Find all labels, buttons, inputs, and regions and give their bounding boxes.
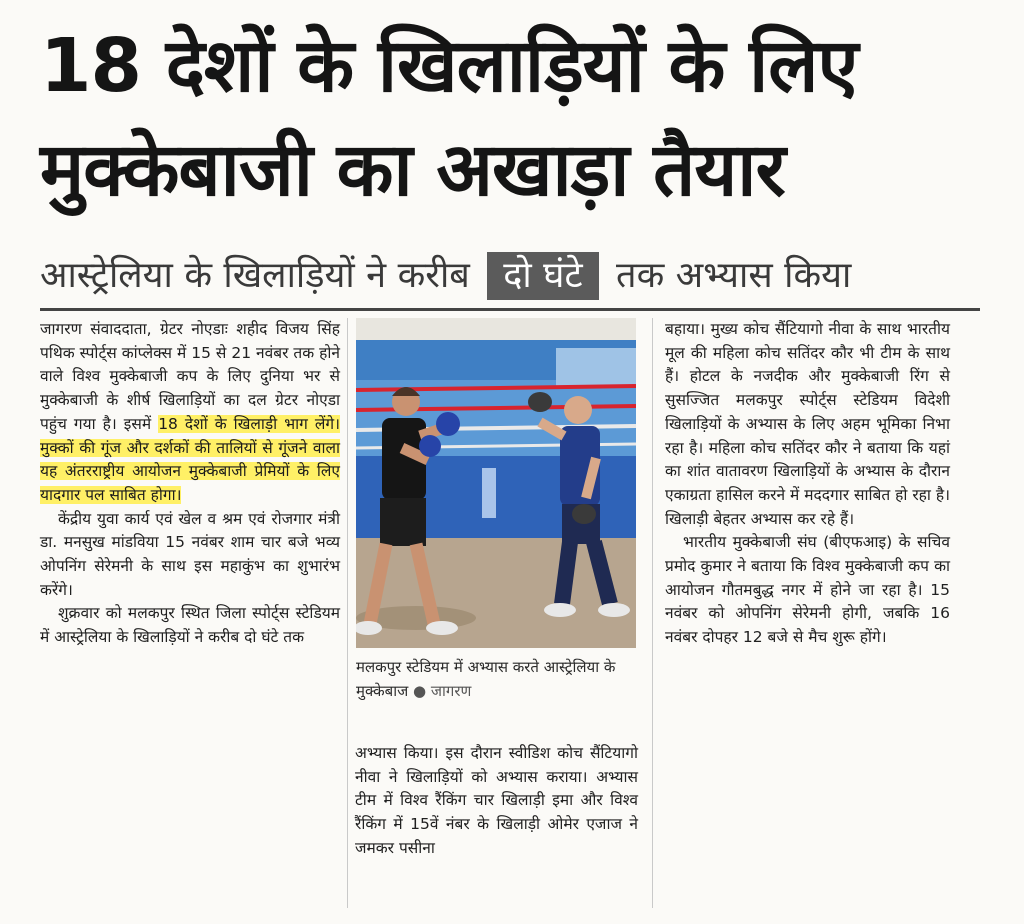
article-column-3 bbox=[665, 318, 950, 650]
article-paragraph: केंद्रीय युवा कार्य एवं खेल व श्रम एवं रोजगार मंत्री डा. मनसुख मांडविया 15 नवंबर शाम चार बजे भव्य ओपनिंग सेरेमनी के साथ इस महाकुंभ का शुभारंभ करेंगे। bbox=[40, 509, 340, 599]
column-divider bbox=[347, 318, 348, 908]
headline-rule bbox=[40, 308, 980, 311]
paragraph-text: जागरण संवाददाता, ग्रेटर नोएडाः शहीद विजय सिंह पथिक स्पोर्ट्स कांप्लेक्स में 15 से 21 नवंबर तक होने वाले विश्व मुक्केबाजी कप के लिए दुनिया भर से मुक्केबाजी के शीर्ष खिलाड़ियों का दल ग्रेटर नोएडा पहुंच गया है। इसमें bbox=[40, 320, 340, 433]
article-paragraph: भारतीय मुक्केबाजी संघ (बीएफआइ) के सचिव प्रमोद कुमार ने बताया कि विश्व मुक्केबाजी कप का आयोजन गौतमबुद्ध नगर में होने जा रहा है। 15 नवंबर को ओपनिंग सेरेमनी होगी, जबकि 16 नवंबर दोपहर 12 बजे से मैच शुरू होंगे। bbox=[665, 533, 950, 647]
article-column-2 bbox=[355, 742, 638, 861]
headline-line-1: 18 देशों के खिलाड़ियों के लिए bbox=[40, 23, 858, 109]
caption-text: मलकपुर स्टेडियम में अभ्यास करते आस्ट्रेलिया के मुक्केबाज bbox=[356, 658, 616, 700]
article-paragraph bbox=[40, 318, 340, 508]
article-paragraph: बहाया। मुख्य कोच सैंटियागो नीवा के साथ भारतीय मूल की महिला कोच सतिंदर कौर भी टीम के साथ हैं। होटल के नजदीक और मुक्केबाजी रिंग से सुसज्जित मलकपुर स्पोर्ट्स स्टेडियम विदेशी खिलाड़ियों के अभ्यास के लिए अहम भूमिका निभा रहा है। महिला कोच सतिंदर कौर ने बताया कि यहां का शांत वातावरण खिलाड़ियों के अभ्यास के दौरान एकाग्रता हासिल करने में मददगार साबित हो रहा है। खिलाड़ी बेहतर अभ्यास कर रहे हैं। bbox=[665, 320, 950, 528]
article-column-1 bbox=[40, 318, 340, 650]
news-photo bbox=[356, 318, 636, 648]
boxing-practice-photo bbox=[356, 318, 636, 648]
column-divider bbox=[652, 318, 653, 908]
photo-source: ● जागरण bbox=[413, 682, 472, 700]
subhead-before: आस्ट्रेलिया के खिलाड़ियों ने करीब bbox=[40, 255, 470, 296]
headline-line-2: मुक्केबाजी का अखाड़ा तैयार bbox=[40, 127, 785, 213]
photo-caption bbox=[356, 655, 638, 703]
article-paragraph: शुक्रवार को मलकपुर स्थित जिला स्पोर्ट्स स्टेडियम में आस्ट्रेलिया के खिलाड़ियों ने करीब दो घंटे तक bbox=[40, 604, 340, 647]
highlighted-text: 18 देशों के खिलाड़ी भाग लेंगे। मुक्कों की गूंज और दर्शकों की तालियों से गूंजने वाला यह अंतरराष्ट्रीय आयोजन मुक्केबाजी प्रेमियों के लिए यादगार पल साबित होगा। bbox=[40, 414, 341, 504]
article-paragraph: अभ्यास किया। इस दौरान स्वीडिश कोच सैंटियागो नीवा ने खिलाड़ियों को अभ्यास कराया। अभ्यास टीम में विश्व रैंकिंग चार खिलाड़ी इमा और विश्व रैंकिंग में 15वें नंबर के खिलाड़ी ओमेर एजाज ने जमकर पसीना bbox=[355, 744, 638, 857]
headline bbox=[40, 14, 1000, 222]
subhead-after: तक अभ्यास किया bbox=[616, 255, 852, 296]
subheadline bbox=[40, 248, 1000, 304]
subhead-highlight: दो घंटे bbox=[487, 252, 598, 300]
